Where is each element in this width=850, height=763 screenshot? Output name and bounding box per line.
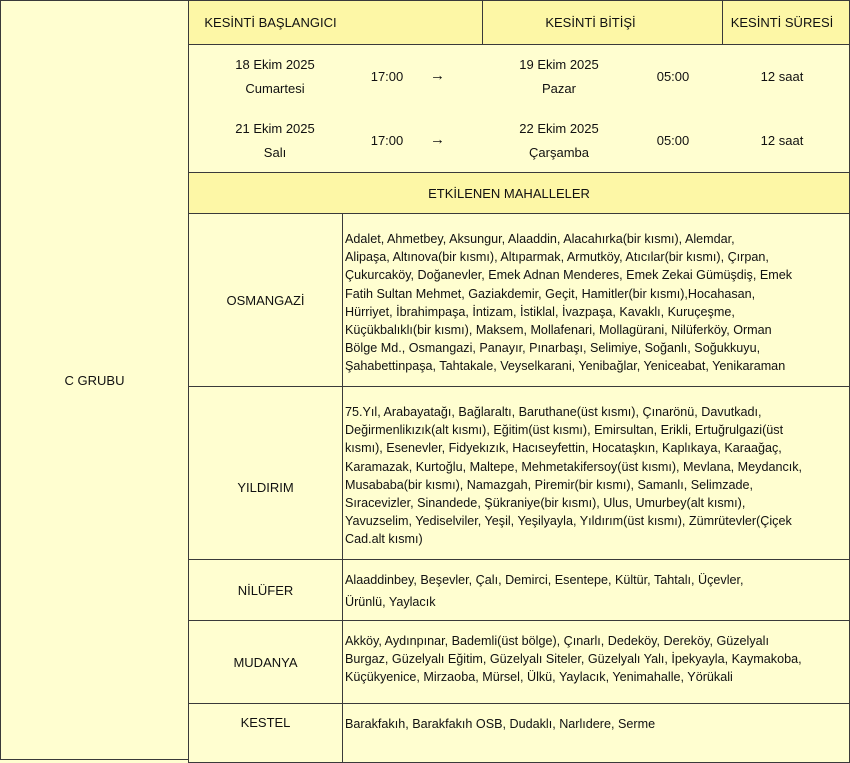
district-name-osmangazi: OSMANGAZİ — [188, 213, 343, 387]
district-name-kestel: KESTEL — [188, 703, 343, 763]
end-date: 22 Ekim 2025 — [519, 121, 599, 136]
district-list-kestel: Barakfakıh, Barakfakıh OSB, Dudaklı, Narlıdere, Serme — [342, 703, 850, 763]
header-end — [482, 0, 723, 45]
arrow-icon: → — [430, 131, 445, 148]
district-name-nilufer: NİLÜFER — [188, 559, 343, 621]
start-date: 21 Ekim 2025 — [235, 121, 315, 136]
district-list-yildirim: 75.Yıl, Arabayatağı, Bağlaraltı, Baruthane(üst kısmı), Çınarönü, Davutkadı, Değirmenlikızık(alt kısmı), Eğitim(üst kısmı), Emirsultan, Erikli, Ertuğrulgazi(üst kısmı), Esenevler, Fidyekızık, Hacıseyfettin, Hocataşkın, Kaplıkaya, Karaağaç, Karamazak, Kurtoğlu, Maltepe, Mehmetakifersoy(üst kısmı), Mevlana, Meydancık, Musababa(bir kısmı), Namazgah, Piremir(bir kısmı), Samanlı, Selimzade, Sıracevizler, Sinandede, Şükraniye(bir kısmı), Ulus, Umurbey(alt kısmı), Yavuzselim, Yediselviler, Yeşil, Yeşilyayla, Yıldırım(üst kısmı), Zümrütevler(Çiçek Cad.alt kısmı) — [342, 386, 850, 560]
header-duration — [722, 0, 850, 45]
end-date: 19 Ekim 2025 — [519, 57, 599, 72]
start-date: 18 Ekim 2025 — [235, 57, 315, 72]
group-cell — [0, 0, 189, 760]
outage-row-1-duration: 12 saat — [760, 69, 804, 84]
outage-row-2-start-time: 17:00 — [370, 133, 404, 148]
outage-row-1-start-time: 17:00 — [370, 69, 404, 84]
outage-row-2-end-date — [489, 117, 629, 165]
start-day: Cumartesi — [245, 81, 305, 96]
district-list-osmangazi: Adalet, Ahmetbey, Aksungur, Alaaddin, Alacahırka(bir kısmı), Alemdar, Alipaşa, Altınova(bir kısmı), Altıparmak, Armutköy, Atıcılar(bir kısmı), Çırpan, Çukurcaköy, Doğanevler, Emek Adnan Menderes, Emek Zekai Gümüşdiş, Emek Fatih Sultan Mehmet, Gaziakdemir, Geçit, Hamitler(bir kısmı),Hocahasan, Hürriyet, İbrahimpaşa, İntizam, İstiklal, İvazpaşa, Kavaklı, Kuruçeşme, Küçükbalıklı(bir kısmı), Maksem, Mollafenari, Mollagürani, Nilüferköy, Orman Bölge Md., Osmangazi, Panayır, Pınarbaşı, Selimiye, Soğanlı, Soğukkuyu, Şahabettinpaşa, Tahtakale, Veyselkarani, Yenibağlar, Yeniceabat, Yenikaraman — [342, 213, 850, 387]
affected-header — [188, 172, 850, 214]
affected-title: ETKİLENEN MAHALLELER — [428, 185, 590, 201]
header-start-label: KESİNTİ BAŞLANGICI — [204, 15, 337, 30]
start-day: Salı — [263, 145, 287, 160]
header-duration-label: KESİNTİ SÜRESİ — [730, 15, 834, 30]
outage-row-1-end-date — [489, 53, 629, 101]
district-list-nilufer: Alaaddinbey, Beşevler, Çalı, Demirci, Esentepe, Kültür, Tahtalı, Üçevler, Ürünlü, Yaylacık — [342, 559, 850, 621]
outage-row-2-start-date — [205, 117, 345, 165]
header-end-label: KESİNTİ BİTİŞİ — [545, 15, 636, 30]
outage-row-1-end-time: 05:00 — [656, 69, 690, 84]
district-name-yildirim: YILDIRIM — [188, 386, 343, 560]
group-label: C GRUBU — [64, 372, 125, 388]
header-start — [188, 0, 483, 45]
arrow-icon: → — [430, 67, 445, 84]
end-day: Çarşamba — [529, 145, 589, 160]
outage-row-2-duration: 12 saat — [760, 133, 804, 148]
district-name-mudanya: MUDANYA — [188, 620, 343, 704]
outage-row-2-end-time: 05:00 — [656, 133, 690, 148]
outage-row-1-start-date — [205, 53, 345, 101]
end-day: Pazar — [542, 81, 576, 96]
outages-block — [188, 44, 850, 173]
district-list-mudanya: Akköy, Aydınpınar, Bademli(üst bölge), Çınarlı, Dedeköy, Dereköy, Güzelyalı Burgaz, Güzelyalı Eğitim, Güzelyalı Siteler, Güzelyalı Yalı, İpekyayla, Kaymakoba, Küçükyenice, Mirzaoba, Mürsel, Ülkü, Yaylacık, Yenimahalle, Yörükali — [342, 620, 850, 704]
